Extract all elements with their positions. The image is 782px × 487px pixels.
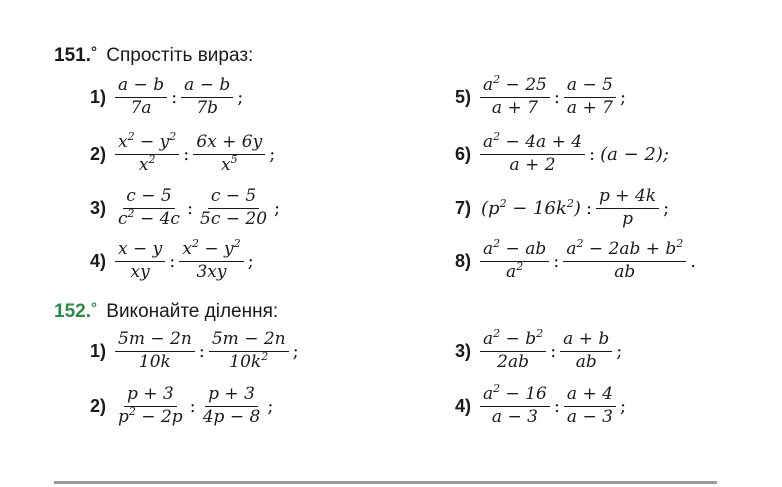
fraction xyxy=(115,240,165,282)
fraction xyxy=(197,187,270,229)
operator: : xyxy=(553,395,560,417)
fraction xyxy=(560,330,612,372)
fraction xyxy=(115,76,167,118)
problem-number: 8) xyxy=(455,250,472,271)
problem-152-3 xyxy=(455,327,625,372)
denominator: 2ab xyxy=(497,351,529,372)
denominator: $10k^2$ xyxy=(229,349,269,372)
numerator: a + b xyxy=(560,330,612,352)
fraction xyxy=(115,187,183,229)
operator: . xyxy=(690,250,697,272)
denominator: a + 2 xyxy=(509,154,556,175)
numerator: a + 4 xyxy=(564,385,616,407)
fraction xyxy=(563,237,686,282)
bottom-divider xyxy=(54,481,717,484)
numerator: a − b xyxy=(115,76,167,98)
problem-number: 1) xyxy=(90,340,107,361)
operator: : xyxy=(589,143,596,165)
denominator: ab xyxy=(614,261,636,282)
fraction xyxy=(200,385,264,427)
fraction xyxy=(480,73,550,118)
fraction xyxy=(564,76,616,118)
numerator: c − 5 xyxy=(123,187,174,209)
denominator: ab xyxy=(575,351,597,372)
problem-number: 1) xyxy=(90,86,107,107)
numerator: $x^2 - y^2$ xyxy=(179,240,243,262)
problem-number: 3) xyxy=(455,340,472,361)
problem-number: 3) xyxy=(90,197,107,218)
numerator: p + 3 xyxy=(124,385,177,407)
numerator: $a^2 - 4a + 4$ xyxy=(480,133,585,155)
problem-151-1 xyxy=(90,76,246,118)
exercise-152-heading xyxy=(54,300,278,323)
operator: : xyxy=(198,340,205,362)
operator: : xyxy=(553,86,560,108)
operator: ; xyxy=(619,86,627,108)
exercise-152-title: Виконайте ділення: xyxy=(106,301,279,322)
fraction xyxy=(596,187,659,229)
degree-mark: ° xyxy=(90,44,97,61)
fraction xyxy=(115,385,186,427)
problem-number: 5) xyxy=(455,86,472,107)
problem-151-4 xyxy=(90,237,257,282)
operator: : xyxy=(183,143,190,165)
denominator: 5c − 20 xyxy=(200,208,268,229)
denominator: $x^2$ xyxy=(138,152,156,175)
numerator: p + 3 xyxy=(205,385,258,407)
problem-151-8 xyxy=(455,237,699,282)
problem-152-4 xyxy=(455,382,629,427)
operator: : xyxy=(550,340,557,362)
problem-number: 4) xyxy=(455,395,472,416)
operator: ; xyxy=(247,250,254,272)
problem-151-5 xyxy=(455,73,629,118)
numerator: 6x + 6y xyxy=(193,133,265,155)
numerator: $a^2$ − ab xyxy=(480,240,549,262)
numerator: $x^2 - y^2$ xyxy=(115,133,179,155)
problem-151-2 xyxy=(90,130,278,175)
fraction xyxy=(480,382,550,427)
degree-mark: ° xyxy=(90,300,97,317)
problem-number: 2) xyxy=(90,143,107,164)
numerator: $a^2 - b^2$ xyxy=(480,330,546,352)
denominator: 7a xyxy=(130,97,152,118)
numerator: 5m − 2n xyxy=(115,330,195,352)
fraction xyxy=(480,327,546,372)
problem-number: 7) xyxy=(455,197,472,218)
expression-text: (a − 2); xyxy=(600,143,669,165)
operator: : xyxy=(585,197,593,219)
problem-152-2 xyxy=(90,385,276,427)
problem-152-1 xyxy=(90,330,302,372)
numerator: $a^2 - 2ab + b^2$ xyxy=(563,240,686,262)
operator: : xyxy=(186,197,194,219)
denominator: 7b xyxy=(196,97,219,118)
problem-number: 6) xyxy=(455,143,472,164)
denominator: a + 7 xyxy=(491,97,538,118)
operator: ; xyxy=(269,143,276,165)
operator: : xyxy=(171,86,178,108)
fraction xyxy=(209,330,289,372)
operator: ; xyxy=(663,197,670,219)
problem-151-6 xyxy=(455,130,671,175)
problem-number: 4) xyxy=(90,250,107,271)
denominator: $p^2 - 2p$ xyxy=(118,404,183,427)
expression-text: $(p^2 - 16k^2)$ xyxy=(481,196,581,219)
problem-151-3 xyxy=(90,187,283,229)
operator: : xyxy=(553,250,560,272)
denominator: p xyxy=(622,208,633,229)
denominator: 4p − 8 xyxy=(202,406,261,427)
numerator: a − b xyxy=(181,76,233,98)
operator: ; xyxy=(292,340,299,362)
denominator: $a^2$ xyxy=(506,259,524,282)
operator: ; xyxy=(274,197,281,219)
numerator: 5m − 2n xyxy=(209,330,289,352)
operator: : xyxy=(169,250,176,272)
denominator: $c^2 - 4c$ xyxy=(118,206,180,229)
fraction xyxy=(115,130,179,175)
operator: ; xyxy=(619,395,627,417)
numerator: a − 5 xyxy=(564,76,616,98)
numerator: c − 5 xyxy=(208,187,259,209)
operator: ; xyxy=(616,340,623,362)
problem-number: 2) xyxy=(90,395,107,416)
fraction xyxy=(115,330,195,372)
numerator: x − y xyxy=(115,240,165,262)
operator: ; xyxy=(237,86,244,108)
problem-151-7 xyxy=(455,187,672,229)
exercise-151-heading xyxy=(54,44,253,67)
denominator: a − 3 xyxy=(566,406,613,427)
denominator: 3xy xyxy=(196,261,227,282)
denominator: a + 7 xyxy=(566,97,613,118)
operator: : xyxy=(189,395,196,417)
denominator: xy xyxy=(130,261,150,282)
denominator: 10k xyxy=(138,351,171,372)
numerator: $a^2 - 25$ xyxy=(480,76,550,98)
exercise-151-title: Спростіть вираз: xyxy=(106,45,254,66)
denominator: $x^5$ xyxy=(220,152,238,175)
numerator: p + 4k xyxy=(596,187,659,209)
fraction xyxy=(564,385,616,427)
fraction xyxy=(480,130,585,175)
fraction xyxy=(181,76,233,118)
fraction xyxy=(480,237,549,282)
numerator: $a^2 - 16$ xyxy=(480,385,550,407)
fraction xyxy=(179,237,243,282)
exercise-151-number: 151. xyxy=(54,45,91,66)
fraction xyxy=(193,133,265,175)
denominator: a − 3 xyxy=(491,406,538,427)
operator: ; xyxy=(267,395,274,417)
exercise-152-number: 152. xyxy=(54,301,91,322)
